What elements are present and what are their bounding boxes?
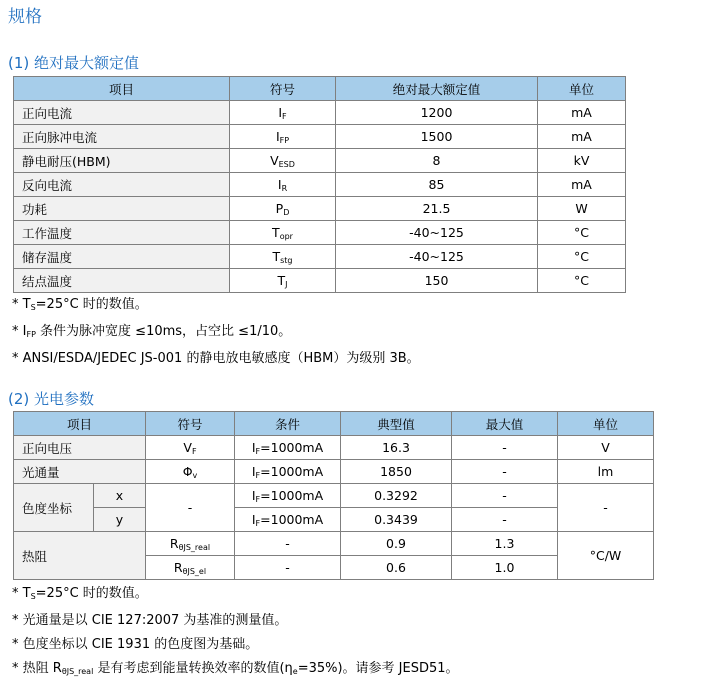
note-item: * 光通量是以 CIE 127:2007 为基准的测量值。 (12, 613, 288, 628)
header-unit: 单位 (538, 77, 626, 101)
typical-cell: 0.9 (341, 532, 452, 556)
typical-cell: 0.3292 (341, 484, 452, 508)
table-row (14, 436, 654, 460)
symbol-cell: $T_J$ (230, 269, 336, 293)
table-row (14, 125, 626, 149)
symbol-cell: $R_{\theta JS\_el}$ (146, 556, 235, 580)
header-item: 项目 (14, 77, 230, 101)
absolute-max-table (13, 76, 626, 293)
unit-cell: °C (538, 269, 626, 293)
condition-cell: - (235, 532, 341, 556)
unit-cell: V (558, 436, 654, 460)
rating-cell: 150 (336, 269, 538, 293)
note-item: * $I_{FP}$ 条件为脉冲宽度 ≤10ms，占空比 ≤1/10。 (12, 324, 292, 339)
table-row (14, 269, 626, 293)
table-row (14, 221, 626, 245)
rating-cell: 21.5 (336, 197, 538, 221)
symbol-cell: $V_{ESD}$ (230, 149, 336, 173)
typical-cell: 16.3 (341, 436, 452, 460)
header-symbol: 符号 (230, 77, 336, 101)
row-label: 正向脉冲电流 (14, 125, 230, 149)
condition-cell: $I_F=1000mA$ (235, 508, 341, 532)
row-label: 光通量 (14, 460, 146, 484)
unit-cell: °C (538, 245, 626, 269)
symbol-cell: $I_R$ (230, 173, 336, 197)
table-row (14, 149, 626, 173)
typical-cell: 1850 (341, 460, 452, 484)
note-item: * 色度坐标以 CIE 1931 的色度图为基础。 (12, 637, 259, 652)
condition-cell: $I_F=1000mA$ (235, 436, 341, 460)
sub-label-x: x (94, 484, 146, 508)
condition-cell: $I_F=1000mA$ (235, 484, 341, 508)
typical-cell: 0.3439 (341, 508, 452, 532)
optical-electrical-table (13, 411, 654, 580)
row-label: 储存温度 (14, 245, 230, 269)
unit-cell: °C (538, 221, 626, 245)
header-symbol: 符号 (146, 412, 235, 436)
table-row (14, 484, 654, 508)
condition-cell: - (235, 556, 341, 580)
row-label: 正向电流 (14, 101, 230, 125)
symbol-cell: $R_{\theta JS\_real}$ (146, 532, 235, 556)
table-row (14, 532, 654, 556)
table-row (14, 101, 626, 125)
note-item: * 热阻 $R_{\theta JS\_real}$ 是有考虑到能量转换效率的数值$(\eta_e=35\%)$。请参考 JESD51。 (12, 661, 459, 676)
rating-cell: 1500 (336, 125, 538, 149)
section-title-optical-electrical: (2) 光电参数 (8, 390, 95, 408)
note-item: * ANSI/ESDA/JEDEC JS-001 的静电放电敏感度（HBM）为级别 3B。 (12, 351, 420, 366)
rating-cell: -40~125 (336, 221, 538, 245)
row-label: 热阻 (14, 532, 146, 580)
symbol-cell: $I_{FP}$ (230, 125, 336, 149)
unit-cell: W (538, 197, 626, 221)
row-label: 色度坐标 (14, 484, 94, 532)
max-cell: 1.0 (452, 556, 558, 580)
absolute-max-body (14, 101, 626, 293)
header-unit: 单位 (558, 412, 654, 436)
max-cell: - (452, 436, 558, 460)
max-cell: - (452, 484, 558, 508)
rating-cell: 85 (336, 173, 538, 197)
note-item: * $T_S=25^\circ C$ 时的数值。 (12, 586, 148, 601)
row-label: 结点温度 (14, 269, 230, 293)
table-header-row (14, 77, 626, 101)
sub-label-y: y (94, 508, 146, 532)
note-item: * $T_S=25^\circ C$ 时的数值。 (12, 297, 148, 312)
unit-cell: mA (538, 125, 626, 149)
table-header-row (14, 412, 654, 436)
header-condition: 条件 (235, 412, 341, 436)
unit-cell: mA (538, 173, 626, 197)
symbol-cell: $T_{stg}$ (230, 245, 336, 269)
symbol-cell: $V_F$ (146, 436, 235, 460)
row-label: 工作温度 (14, 221, 230, 245)
symbol-cell: $\Phi_v$ (146, 460, 235, 484)
row-label: 静电耐压(HBM) (14, 149, 230, 173)
unit-cell: kV (538, 149, 626, 173)
symbol-cell: $T_{opr}$ (230, 221, 336, 245)
typical-cell: 0.6 (341, 556, 452, 580)
row-label: 正向电压 (14, 436, 146, 460)
header-max: 最大值 (452, 412, 558, 436)
unit-cell: mA (538, 101, 626, 125)
symbol-cell: $I_F$ (230, 101, 336, 125)
condition-cell: $I_F=1000mA$ (235, 460, 341, 484)
table-row (14, 173, 626, 197)
section-title-absolute-max: (1) 绝对最大额定值 (8, 54, 140, 72)
unit-cell: lm (558, 460, 654, 484)
rating-cell: 1200 (336, 101, 538, 125)
row-label: 功耗 (14, 197, 230, 221)
notes-optical-electrical (12, 582, 459, 684)
max-cell: - (452, 460, 558, 484)
page-title: 规格 (8, 7, 42, 27)
header-rating: 绝对最大额定值 (336, 77, 538, 101)
unit-cell: °C/W (558, 532, 654, 580)
rating-cell: 8 (336, 149, 538, 173)
row-label: 反向电流 (14, 173, 230, 197)
max-cell: 1.3 (452, 532, 558, 556)
table-row (14, 197, 626, 221)
max-cell: - (452, 508, 558, 532)
header-item: 项目 (14, 412, 146, 436)
header-typical: 典型值 (341, 412, 452, 436)
table-row (14, 245, 626, 269)
table-row (14, 460, 654, 484)
rating-cell: -40~125 (336, 245, 538, 269)
symbol-cell: - (146, 484, 235, 532)
symbol-cell: $P_D$ (230, 197, 336, 221)
notes-absolute-max (12, 293, 420, 371)
unit-cell: - (558, 484, 654, 532)
